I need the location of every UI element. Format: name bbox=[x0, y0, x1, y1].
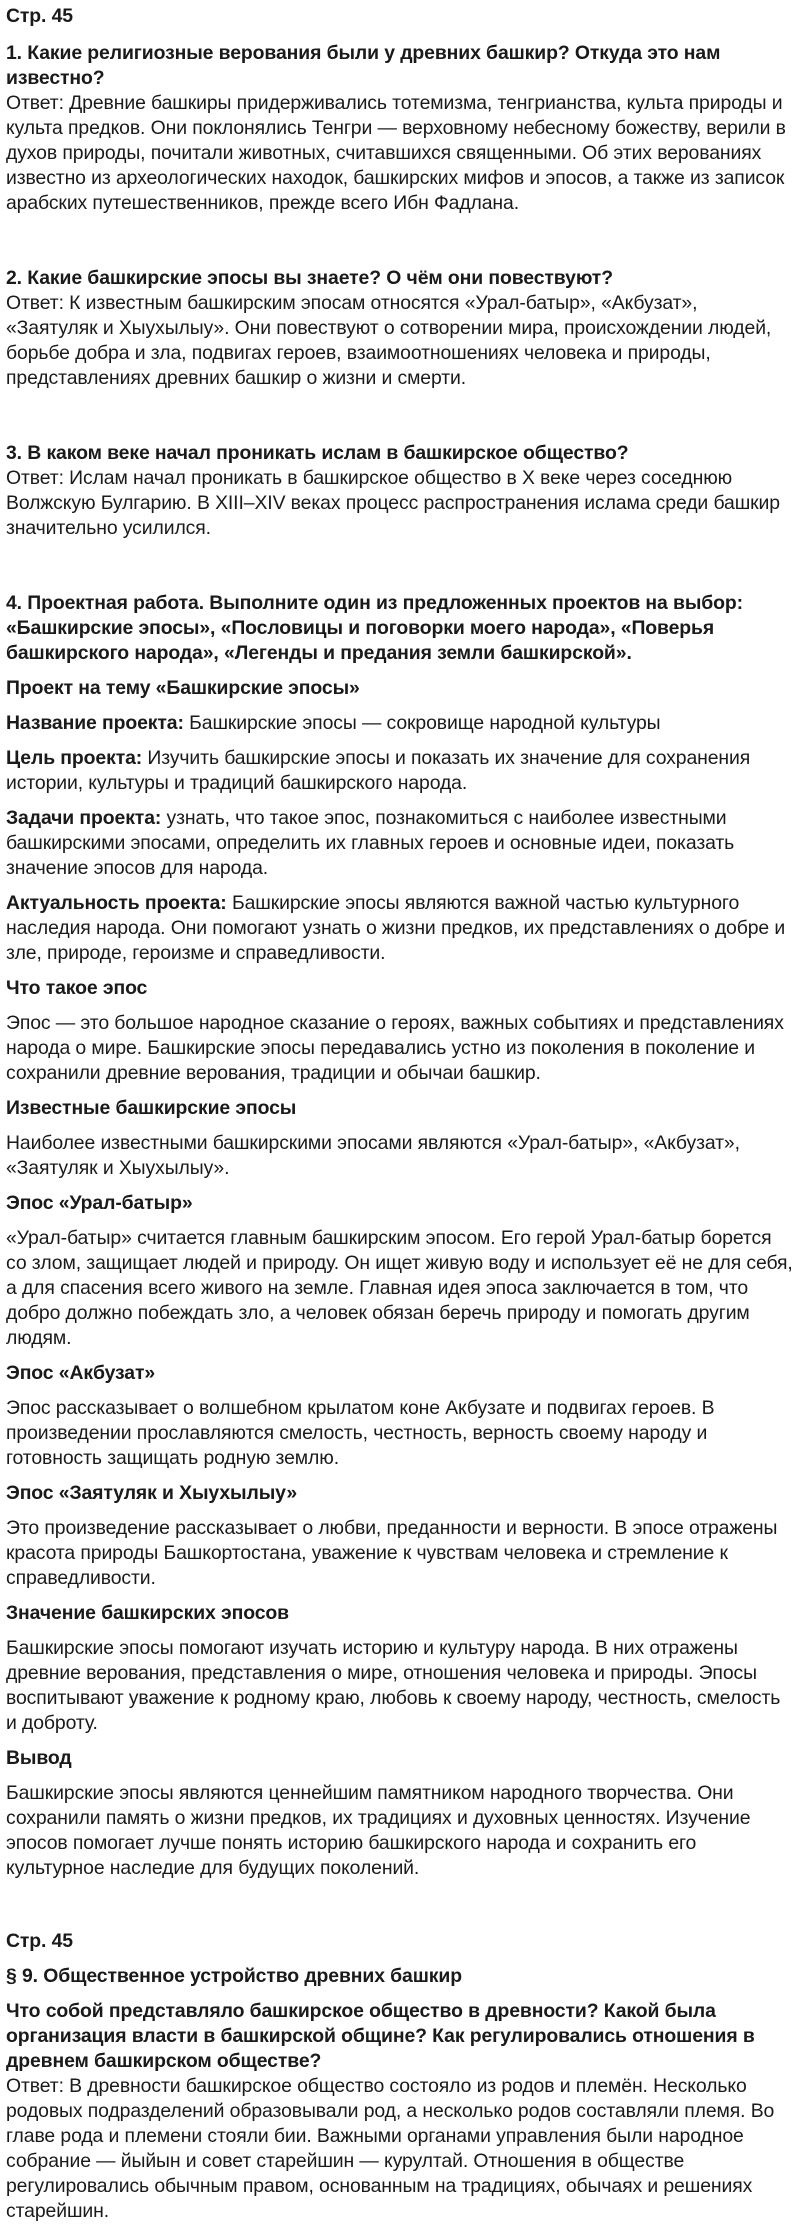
answer-1: Ответ: Древние башкиры придерживались тотемизма, тенгрианства, культа природы и культа предков. Они поклонялись Тенгри — верховному небесному божеству, верили в духов природы, почитали животных, считавшихся священными. Об этих верованиях известно из археологических находок, башкирских мифов и эпосов, а также из записок арабских путешественников, прежде всего Ибн Фадлана. bbox=[6, 92, 786, 214]
question-2: 2. Какие башкирские эпосы вы знаете? О чём они повествуют? bbox=[6, 267, 613, 289]
answer-5: Ответ: В древности башкирское общество состояло из родов и племён. Несколько родовых подразделений образовывали род, а несколько родов составляли племя. Во главе рода и племени стояли бии. Важными органами управления были народное собрание — йыйын и совет старейшин — курултай. Отношения в обществе регулировались обычным правом, основанным на традициях, обычаях и решениях старейшин. bbox=[6, 2075, 775, 2222]
section-heading-ural: Эпос «Урал-батыр» bbox=[6, 1192, 193, 1214]
project-tasks-label: Задачи проекта: bbox=[6, 807, 162, 829]
question-3: 3. В каком веке начал проникать ислам в башкирское общество? bbox=[6, 442, 629, 464]
section-heading-meaning: Значение башкирских эпосов bbox=[6, 1602, 289, 1624]
section-heading-akbuzat: Эпос «Акбузат» bbox=[6, 1362, 156, 1384]
question-5: Что собой представляло башкирское общество в древности? Какой была организация власти в башкирской общине? Как регулировались отношения в древнем башкирском обществе? bbox=[6, 2000, 755, 2072]
section-text-conclusion: Башкирские эпосы являются ценнейшим памятником народного творчества. Они сохранили память о жизни предков, их традициях и духовных ценностях. Изучение эпосов помогает лучше понять историю башкирского народа и сохранить его культурное наследие для будущих поколений. bbox=[6, 1782, 751, 1879]
answer-3: Ответ: Ислам начал проникать в башкирское общество в X веке через соседнюю Волжскую Булгарию. В XIII–XIV веках процесс распространения ислама среди башкир значительно усилился. bbox=[6, 467, 780, 539]
project-goal-label: Цель проекта: bbox=[6, 747, 143, 769]
section-text-meaning: Башкирские эпосы помогают изучать историю и культуру народа. В них отражены древние верования, представления о мире, отношения человека и природы. Эпосы воспитывают уважение к родному краю, любовь к своему народу, честность, смелость и доброту. bbox=[6, 1637, 781, 1734]
section-text-ural: «Урал-батыр» считается главным башкирским эпосом. Его герой Урал-батыр борется со злом, защищает людей и природу. Он ищет живую воду и использует её не для себя, а для спасения всего живого на земле. Главная идея эпоса заключается в том, что добро должно побеждать зло, а человек обязан беречь природу и помогать другим людям. bbox=[6, 1227, 793, 1349]
project-name-label: Название проекта: bbox=[6, 712, 184, 734]
section-text-what: Эпос — это большое народное сказание о героях, важных событиях и представлениях народа о мире. Башкирские эпосы передавались устно из поколения в поколение и сохранили древние верования, традиции и обычаи башкир. bbox=[6, 1012, 784, 1084]
page-label-2: Стр. 45 bbox=[6, 1930, 73, 1952]
section-heading-what: Что такое эпос bbox=[6, 977, 148, 999]
project-relevance-label: Актуальность проекта: bbox=[6, 892, 227, 914]
project-relevance bbox=[6, 891, 794, 966]
project-name bbox=[6, 711, 794, 736]
question-1: 1. Какие религиозные верования были у древних башкир? Откуда это нам известно? bbox=[6, 42, 721, 89]
project-tasks-text: узнать, что такое эпос, познакомиться с наиболее известными башкирскими эпосами, определить их главных героев и основные идеи, показать значение эпосов для народа. bbox=[6, 807, 735, 879]
project-heading: Проект на тему «Башкирские эпосы» bbox=[6, 677, 360, 699]
project-tasks bbox=[6, 806, 794, 881]
section-heading-zayatulyak: Эпос «Заятуляк и Хыухылыу» bbox=[6, 1482, 298, 1504]
section-text-akbuzat: Эпос рассказывает о волшебном крылатом коне Акбузате и подвигах героев. В произведении прославляются смелость, честность, верность своему народу и готовность защищать родную землю. bbox=[6, 1397, 715, 1469]
project-goal-text: Изучить башкирские эпосы и показать их значение для сохранения истории, культуры и традиций башкирского народа. bbox=[6, 747, 751, 794]
section-text-zayatulyak: Это произведение рассказывает о любви, преданности и верности. В эпосе отражены красота природы Башкортостана, уважение к чувствам человека и стремление к справедливости. bbox=[6, 1517, 778, 1589]
section-text-known: Наиболее известными башкирскими эпосами являются «Урал-батыр», «Акбузат», «Заятуляк и Хыухылыу». bbox=[6, 1132, 740, 1179]
section-heading-known: Известные башкирские эпосы bbox=[6, 1097, 297, 1119]
project-name-text: Башкирские эпосы — сокровище народной культуры bbox=[183, 712, 661, 734]
project-relevance-text: Башкирские эпосы являются важной частью культурного наследия народа. Они помогают узнать о жизни предков, их представлениях о добре и зле, природе, героизме и справедливости. bbox=[6, 892, 786, 964]
project-goal bbox=[6, 746, 794, 796]
page-label: Стр. 45 bbox=[6, 5, 73, 27]
answer-2: Ответ: К известным башкирским эпосам относятся «Урал-батыр», «Акбузат», «Заятуляк и Хыухылыу». Они повествуют о сотворении мира, происхождении людей, борьбе добра и зла, подвигах героев, взаимоотношениях человека и природы, представлениях древних башкир о жизни и смерти. bbox=[6, 292, 772, 389]
section-title: § 9. Общественное устройство древних башкир bbox=[6, 1965, 462, 1987]
section-heading-conclusion: Вывод bbox=[6, 1747, 72, 1769]
question-4: 4. Проектная работа. Выполните один из предложенных проектов на выбор: «Башкирские эпосы», «Пословицы и поговорки моего народа», «Поверья башкирского народа», «Легенды и предания земли башкирской». bbox=[6, 592, 744, 664]
